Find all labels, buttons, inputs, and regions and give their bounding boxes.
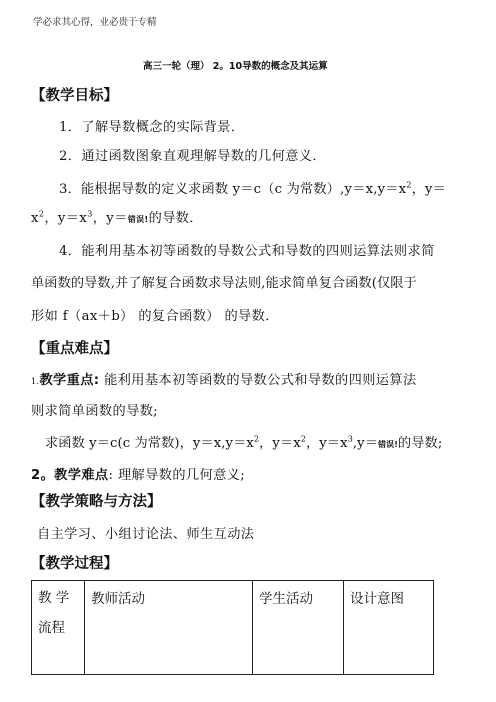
table-cell-teacher: 教师活动 xyxy=(85,581,253,675)
key-point-2: 2。教学难点: 理解导数的几何意义; xyxy=(31,468,246,483)
table-cell-student: 学生活动 xyxy=(253,581,344,675)
table-cell-design: 设计意图 xyxy=(344,581,434,675)
table-row xyxy=(32,581,434,675)
strategy-text: 自主学习、小组讨论法、师生互动法 xyxy=(37,527,255,542)
key-point-1-line-1: 1.教学重点: 能利用基本初等函数的导数公式和导数的四则运算法 xyxy=(31,373,417,388)
key-point-1-line-3: 求函数 y＝c(c 为常数)，$y=x,y=x^2$，$y=x^2$，$y=x^3,y=$错误!的导数; xyxy=(45,434,443,451)
goal-3-line-1: 3．能根据导数的定义求函数 y＝c（c 为常数）$,y=x,y=x^2$，y＝ xyxy=(59,180,447,197)
header-note: 学必求其心得，业必贵于专精 xyxy=(33,17,157,28)
goal-1: 1．了解导数概念的实际背景． xyxy=(59,120,245,135)
goal-4-line-3: 形如 f（ax＋b） 的复合函数） 的导数． xyxy=(31,309,279,324)
goal-4-line-1: 4．能利用基本初等函数的导数公式和导数的四则运算法则求简 xyxy=(59,244,435,259)
section-process-heading: 【教学过程】 xyxy=(31,556,118,572)
table-cell-flow: 教 学 流程 xyxy=(32,581,85,675)
section-goals-heading: 【教学目标】 xyxy=(31,88,118,104)
goal-2: 2．通过函数图象直观理解导数的几何意义． xyxy=(59,149,326,164)
goal-4-line-2: 单函数的导数,并了解复合函数求导法则,能求简单复合函数(仅限于 xyxy=(31,276,417,291)
section-strategy-heading: 【教学策略与方法】 xyxy=(31,494,162,510)
goal-3-line-2: $x^2$，$y=x^3$，y＝错误!的导数． xyxy=(31,209,203,226)
key-point-1-line-2: 则求简单函数的导数; xyxy=(31,404,159,419)
page-title: 高三一轮（理） 2。10导数的概念及其运算 xyxy=(143,61,328,72)
process-table xyxy=(31,580,434,675)
section-key-points-heading: 【重点难点】 xyxy=(31,341,118,357)
